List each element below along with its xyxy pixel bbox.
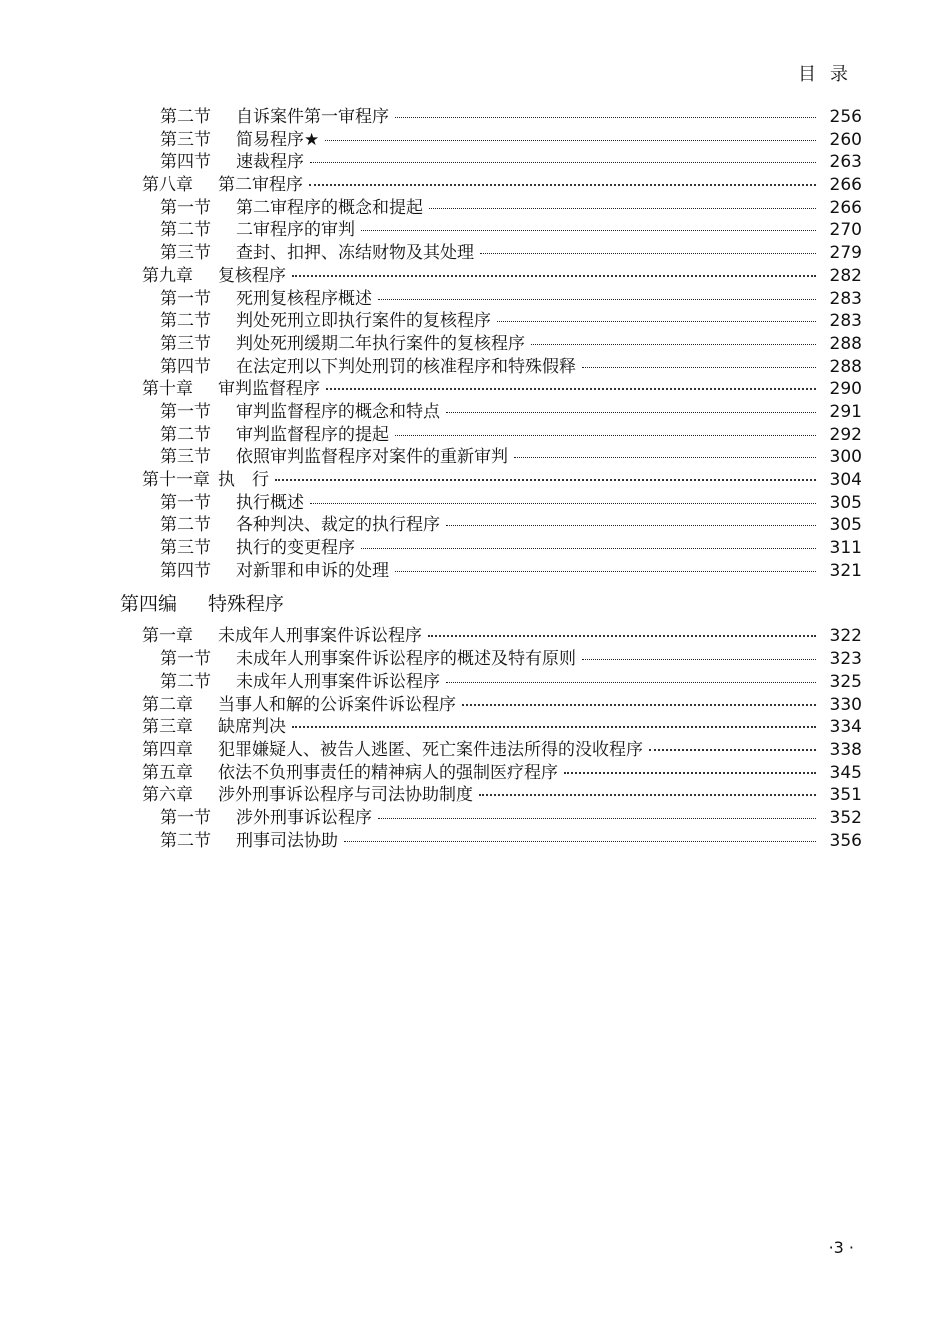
toc-entry-page: 288 <box>829 356 862 377</box>
toc-entry-section <box>120 671 862 694</box>
dot-leader <box>649 748 816 751</box>
dot-leader <box>378 817 816 819</box>
toc-entry-page: 288 <box>829 333 862 354</box>
dot-leader <box>275 478 816 481</box>
toc-entry-number: 第四编 <box>120 593 178 616</box>
toc-entry-number: 第一节 <box>160 492 211 513</box>
toc-entry-page: 266 <box>829 175 862 196</box>
toc-entry-page: 330 <box>829 694 862 715</box>
toc-entry-part <box>120 588 862 621</box>
toc-entry-section <box>120 401 862 424</box>
toc-entry-page: 356 <box>829 830 862 851</box>
toc-entry-number: 第二节 <box>160 671 211 692</box>
toc-entry-page: 352 <box>829 807 862 828</box>
toc-entry-page: 311 <box>829 538 862 559</box>
toc-entry-title: 各种判决、裁定的执行程序 <box>236 515 440 536</box>
toc-entry-title: 执行概述 <box>236 492 304 513</box>
toc-entry-section <box>120 446 862 469</box>
dot-leader <box>310 161 816 163</box>
toc-entry-number: 第二章 <box>142 694 193 715</box>
toc-entry-chapter <box>120 716 862 739</box>
dot-leader <box>395 116 816 118</box>
toc-entry-title: 简易程序★ <box>236 129 320 150</box>
toc-entry-section <box>120 424 862 447</box>
toc-entry-title: 审判监督程序的提起 <box>236 424 389 445</box>
table-of-contents <box>120 106 862 852</box>
toc-entry-section <box>120 242 862 265</box>
dot-leader <box>514 456 816 458</box>
toc-entry-number: 第一节 <box>160 807 211 828</box>
dot-leader <box>325 139 816 141</box>
toc-entry-title: 二审程序的审判 <box>236 220 355 241</box>
toc-entry-title: 复核程序 <box>218 265 286 286</box>
toc-entry-section <box>120 492 862 515</box>
toc-entry-chapter <box>120 784 862 807</box>
toc-entry-title: 审判监督程序的概念和特点 <box>236 401 440 422</box>
toc-entry-page: 305 <box>829 515 862 536</box>
toc-entry-title: 判处死刑缓期二年执行案件的复核程序 <box>236 333 525 354</box>
toc-entry-page: 321 <box>829 560 862 581</box>
dot-leader <box>310 502 816 504</box>
toc-entry-number: 第六章 <box>142 785 193 806</box>
toc-entry-title: 执 行 <box>218 470 269 490</box>
toc-entry-number: 第四节 <box>160 356 211 377</box>
toc-entry-number: 第八章 <box>142 175 193 196</box>
toc-entry-number: 第三节 <box>160 129 211 150</box>
toc-entry-title: 第二审程序的概念和提起 <box>236 197 423 218</box>
toc-entry-number: 第四节 <box>160 560 211 581</box>
toc-entry-title: 涉外刑事诉讼程序 <box>236 807 372 828</box>
toc-entry-section <box>120 151 862 174</box>
toc-entry-section <box>120 219 862 242</box>
toc-entry-page: 322 <box>829 626 862 647</box>
toc-entry-page: 291 <box>829 401 862 422</box>
toc-entry-title: 刑事司法协助 <box>236 830 338 851</box>
dot-leader <box>378 298 816 300</box>
dot-leader <box>531 343 816 345</box>
toc-entry-page: 345 <box>829 762 862 783</box>
toc-entry-title: 缺席判决 <box>218 717 286 738</box>
toc-entry-page: 338 <box>829 739 862 760</box>
toc-entry-page: 304 <box>829 470 862 490</box>
toc-entry-title: 涉外刑事诉讼程序与司法协助制度 <box>218 785 473 806</box>
toc-entry-number: 第二节 <box>160 311 211 332</box>
toc-entry-page: 256 <box>829 107 862 127</box>
toc-entry-number: 第五章 <box>142 762 193 783</box>
dot-leader <box>479 793 816 796</box>
toc-entry-page: 300 <box>829 447 862 468</box>
toc-entry-number: 第一节 <box>160 288 211 309</box>
toc-entry-title: 未成年人刑事案件诉讼程序 <box>236 671 440 692</box>
toc-entry-number: 第二节 <box>160 515 211 536</box>
dot-leader <box>428 634 816 637</box>
toc-entry-number: 第一章 <box>142 626 193 647</box>
toc-entry-title: 当事人和解的公诉案件诉讼程序 <box>218 694 456 715</box>
toc-entry-section <box>120 560 862 583</box>
toc-entry-number: 第二节 <box>160 424 211 445</box>
toc-entry-chapter <box>120 694 862 717</box>
toc-entry-number: 第一节 <box>160 401 211 422</box>
toc-entry-page: 283 <box>829 288 862 309</box>
toc-entry-section <box>120 129 862 152</box>
toc-entry-chapter <box>120 739 862 762</box>
toc-entry-title: 未成年人刑事案件诉讼程序 <box>218 626 422 647</box>
dot-leader <box>309 183 816 186</box>
page-header-title: 目录 <box>798 64 862 85</box>
toc-entry-number: 第三节 <box>160 538 211 559</box>
dot-leader <box>446 411 816 413</box>
toc-entry-page: 351 <box>829 785 862 806</box>
toc-entry-page: 283 <box>829 311 862 332</box>
toc-entry-number: 第三节 <box>160 243 211 264</box>
toc-entry-title: 审判监督程序 <box>218 379 320 400</box>
toc-entry-page: 323 <box>829 649 862 670</box>
toc-entry-number: 第一节 <box>160 649 211 670</box>
toc-entry-section <box>120 310 862 333</box>
toc-entry-section <box>120 288 862 311</box>
toc-entry-page: 292 <box>829 424 862 445</box>
toc-entry-number: 第十章 <box>142 379 193 400</box>
toc-entry-title: 对新罪和申诉的处理 <box>236 560 389 581</box>
toc-entry-chapter <box>120 378 862 401</box>
toc-entry-title: 在法定刑以下判处刑罚的核准程序和特殊假释 <box>236 356 576 377</box>
toc-entry-chapter <box>120 762 862 785</box>
toc-entry-number: 第十一章 <box>142 470 210 490</box>
dot-leader <box>344 840 816 842</box>
toc-entry-section <box>120 830 862 853</box>
toc-entry-title: 特殊程序 <box>208 593 285 616</box>
toc-entry-section <box>120 106 862 129</box>
toc-entry-title: 查封、扣押、冻结财物及其处理 <box>236 243 474 264</box>
dot-leader <box>480 252 816 254</box>
dot-leader <box>582 366 816 368</box>
toc-entry-number: 第四章 <box>142 739 193 760</box>
toc-entry-page: 290 <box>829 379 862 400</box>
dot-leader <box>446 524 816 526</box>
toc-entry-chapter <box>120 265 862 288</box>
toc-entry-page: 266 <box>829 197 862 218</box>
toc-entry-number: 第三节 <box>160 333 211 354</box>
toc-entry-title: 依照审判监督程序对案件的重新审判 <box>236 447 508 468</box>
dot-leader <box>292 725 816 728</box>
dot-leader <box>361 547 816 549</box>
toc-entry-chapter <box>120 469 862 492</box>
toc-entry-page: 270 <box>829 220 862 241</box>
dot-leader <box>497 320 816 322</box>
toc-entry-section <box>120 807 862 830</box>
toc-entry-page: 263 <box>829 152 862 173</box>
toc-entry-number: 第二节 <box>160 830 211 851</box>
toc-entry-section <box>120 537 862 560</box>
toc-entry-number: 第四节 <box>160 152 211 173</box>
dot-leader <box>361 229 816 231</box>
dot-leader <box>446 681 816 683</box>
toc-entry-title: 依法不负刑事责任的精神病人的强制医疗程序 <box>218 762 558 783</box>
page-number: ·3 · <box>828 1238 854 1257</box>
dot-leader <box>395 570 816 572</box>
toc-entry-chapter <box>120 174 862 197</box>
dot-leader <box>582 658 816 660</box>
toc-entry-section <box>120 648 862 671</box>
toc-entry-title: 自诉案件第一审程序 <box>236 107 389 127</box>
toc-entry-title: 犯罪嫌疑人、被告人逃匿、死亡案件违法所得的没收程序 <box>218 739 643 760</box>
toc-entry-number: 第三章 <box>142 717 193 738</box>
dot-leader <box>326 387 816 390</box>
dot-leader <box>395 434 816 436</box>
toc-entry-section <box>120 197 862 220</box>
dot-leader <box>462 703 816 706</box>
dot-leader <box>564 771 816 774</box>
dot-leader <box>429 207 816 209</box>
toc-entry-title: 执行的变更程序 <box>236 538 355 559</box>
toc-entry-title: 未成年人刑事案件诉讼程序的概述及特有原则 <box>236 649 576 670</box>
toc-entry-page: 305 <box>829 492 862 513</box>
toc-entry-section <box>120 333 862 356</box>
toc-entry-section <box>120 356 862 379</box>
toc-entry-title: 速裁程序 <box>236 152 304 173</box>
toc-entry-chapter <box>120 625 862 648</box>
toc-entry-section <box>120 514 862 537</box>
dot-leader <box>292 274 816 277</box>
toc-entry-page: 334 <box>829 717 862 738</box>
toc-entry-page: 325 <box>829 671 862 692</box>
toc-entry-number: 第一节 <box>160 197 211 218</box>
toc-entry-title: 死刑复核程序概述 <box>236 288 372 309</box>
toc-entry-title: 第二审程序 <box>218 175 303 196</box>
toc-entry-page: 260 <box>829 129 862 150</box>
toc-entry-number: 第二节 <box>160 220 211 241</box>
toc-entry-number: 第九章 <box>142 265 193 286</box>
toc-entry-page: 279 <box>829 243 862 264</box>
toc-entry-number: 第二节 <box>160 107 211 127</box>
toc-entry-page: 282 <box>829 265 862 286</box>
toc-entry-number: 第三节 <box>160 447 211 468</box>
toc-entry-title: 判处死刑立即执行案件的复核程序 <box>236 311 491 332</box>
